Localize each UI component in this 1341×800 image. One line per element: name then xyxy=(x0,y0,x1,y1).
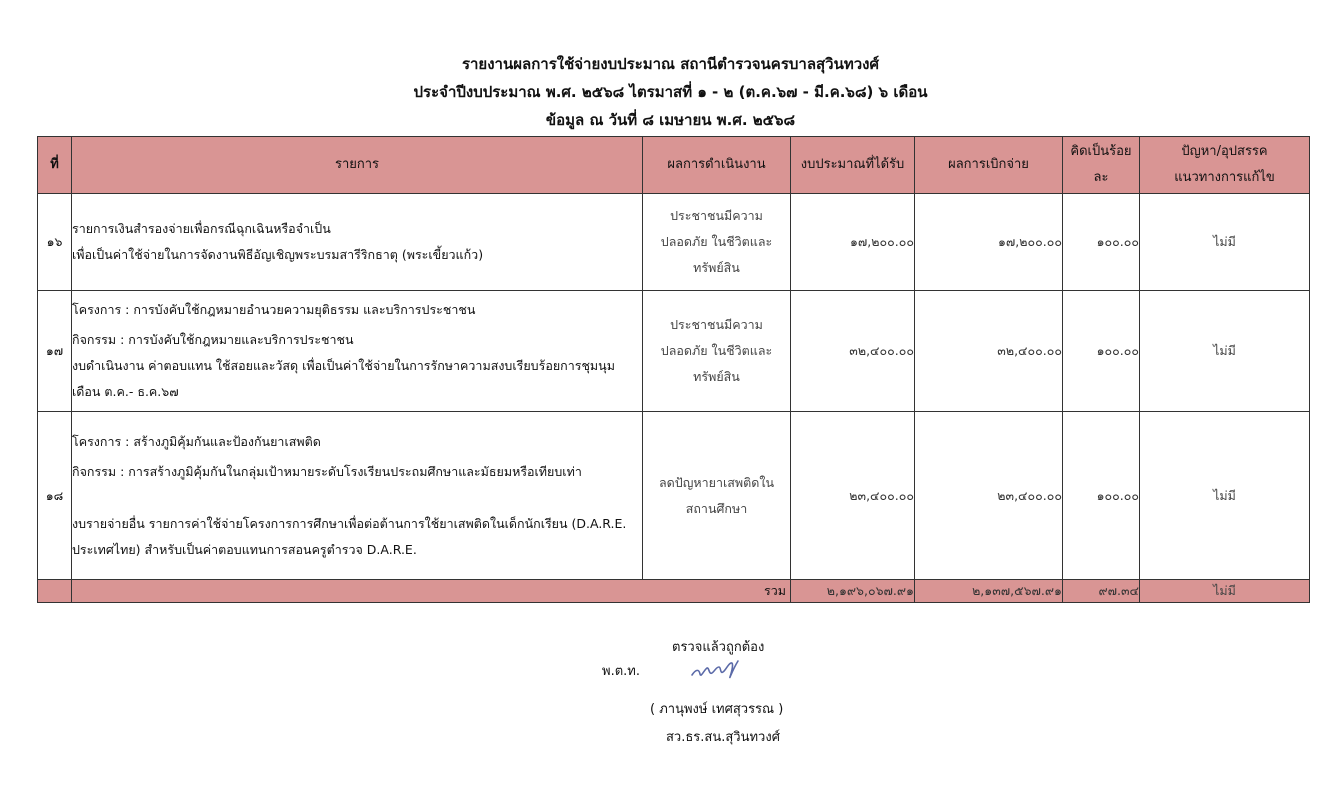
row-description xyxy=(72,194,643,291)
description-line: เพื่อเป็นค่าใช้จ่ายในการจัดงานพิธีอัญเชิญพระบรมสารีริกธาตุ (พระเขี้ยวแก้ว) xyxy=(72,247,484,262)
signer-name: ( ภานุพงษ์ เทศสุวรรณ ) xyxy=(650,702,784,717)
description-line: เดือน ต.ค.- ธ.ค.๖๗ xyxy=(72,384,179,399)
data-date-subtitle: ข้อมูล ณ วันที่ ๘ เมษายน พ.ศ. ๒๕๖๘ xyxy=(545,111,796,129)
description-line: รายการเงินสำรองจ่ายเพื่อกรณีฉุกเฉินหรือจำเป็น xyxy=(72,221,331,236)
row-budget: ๓๒,๔๐๐.๐๐ xyxy=(791,291,915,412)
description-line: งบดำเนินงาน ค่าตอบแทน ใช้สอยและวัสดุ เพื่อเป็นค่าใช้จ่ายในการรักษาความสงบเรียบร้อยการชุมนุม xyxy=(72,358,615,373)
report-title: รายงานผลการใช้จ่ายงบประมาณ สถานีตำรวจนครบาลสุวินทวงศ์ xyxy=(461,55,880,73)
row-description xyxy=(72,412,643,580)
row-description xyxy=(72,291,643,412)
row-result xyxy=(643,194,791,291)
total-budget: ๒,๑๙๖,๐๖๗.๙๑ xyxy=(791,580,915,603)
row-number: ๑๘ xyxy=(38,412,72,580)
fiscal-year-subtitle: ประจำปีงบประมาณ พ.ศ. ๒๕๖๘ ไตรมาสที่ ๑ - ๒ (ต.ค.๖๗ - มี.ค.๖๘) ๖ เดือน xyxy=(413,83,928,101)
column-header-problem-line1: ปัญหา/อุปสรรค xyxy=(1181,144,1268,159)
report-title-block xyxy=(0,50,1341,134)
row-percent: ๑๐๐.๐๐ xyxy=(1063,412,1140,580)
column-header-percent-line1: คิดเป็นร้อย xyxy=(1070,144,1132,159)
row-budget: ๒๓,๔๐๐.๐๐ xyxy=(791,412,915,580)
row-problem: ไม่มี xyxy=(1140,412,1310,580)
table-header-row xyxy=(38,137,1310,194)
row-disbursed: ๓๒,๔๐๐.๐๐ xyxy=(915,291,1063,412)
description-line: งบรายจ่ายอื่น รายการค่าใช้จ่ายโครงการการศึกษาเพื่อต่อต้านการใช้ยาเสพติดในเด็กนักเรียน (D.A.R.E. xyxy=(72,515,627,531)
row-result xyxy=(643,412,791,580)
result-line: ปลอดภัย ในชีวิตและ xyxy=(660,343,773,358)
budget-report-table xyxy=(37,136,1310,603)
handwritten-signature-icon xyxy=(690,655,742,683)
row-budget: ๑๗,๒๐๐.๐๐ xyxy=(791,194,915,291)
description-line: กิจกรรม : การสร้างภูมิคุ้มกันในกลุ่มเป้าหมายระดับโรงเรียนประถมศึกษาและมัธยมหรือเทียบเท่า xyxy=(72,463,582,479)
total-percent: ๙๗.๓๔ xyxy=(1063,580,1140,603)
column-header-problem xyxy=(1140,137,1310,194)
row-number: ๑๖ xyxy=(38,194,72,291)
table-row xyxy=(38,194,1310,291)
description-line: กิจกรรม : การบังคับใช้กฎหมายและบริการประชาชน xyxy=(72,332,354,347)
table-row xyxy=(38,412,1310,580)
description-line: ประเทศไทย) สำหรับเป็นค่าตอบแทนการสอนครูตำรวจ D.A.R.E. xyxy=(72,541,417,557)
certified-text: ตรวจแล้วถูกต้อง xyxy=(672,640,765,655)
description-line: โครงการ : การบังคับใช้กฎหมายอำนวยความยุติธรรม และบริการประชาชน xyxy=(72,302,476,317)
row-problem: ไม่มี xyxy=(1140,194,1310,291)
column-header-item: รายการ xyxy=(72,137,643,194)
row-disbursed: ๒๓,๔๐๐.๐๐ xyxy=(915,412,1063,580)
total-empty-cell xyxy=(38,580,72,603)
column-header-budget: งบประมาณที่ได้รับ xyxy=(791,137,915,194)
row-percent: ๑๐๐.๐๐ xyxy=(1063,291,1140,412)
total-problem: ไม่มี xyxy=(1140,580,1310,603)
row-problem: ไม่มี xyxy=(1140,291,1310,412)
column-header-result: ผลการดำเนินงาน xyxy=(643,137,791,194)
signer-position: สว.ธร.สน.สุวินทวงศ์ xyxy=(666,730,780,745)
row-number: ๑๗ xyxy=(38,291,72,412)
column-header-percent-line2: ละ xyxy=(1093,170,1109,185)
column-header-disbursed: ผลการเบิกจ่าย xyxy=(915,137,1063,194)
result-line: ประชาชนมีความ xyxy=(670,317,763,332)
result-line: ประชาชนมีความ xyxy=(670,208,763,223)
total-row xyxy=(38,580,1310,603)
result-line: สถานศึกษา xyxy=(685,500,748,516)
result-line: ทรัพย์สิน xyxy=(693,260,740,275)
column-header-no: ที่ xyxy=(38,137,72,194)
signer-rank: พ.ต.ท. xyxy=(602,664,640,679)
description-spacer xyxy=(72,485,642,511)
table-row xyxy=(38,291,1310,412)
column-header-problem-line2: แนวทางการแก้ไข xyxy=(1174,170,1275,185)
total-disbursed: ๒,๑๓๗,๕๖๗.๙๑ xyxy=(915,580,1063,603)
description-line: โครงการ : สร้างภูมิคุ้มกันและป้องกันยาเสพติด xyxy=(72,433,321,449)
column-header-percent xyxy=(1063,137,1140,194)
result-line: ปลอดภัย ในชีวิตและ xyxy=(660,234,773,249)
total-label: รวม xyxy=(72,580,791,603)
row-percent: ๑๐๐.๐๐ xyxy=(1063,194,1140,291)
result-line: ทรัพย์สิน xyxy=(693,369,740,384)
result-line: ลดปัญหายาเสพติดใน xyxy=(659,474,774,490)
row-disbursed: ๑๗,๒๐๐.๐๐ xyxy=(915,194,1063,291)
row-result xyxy=(643,291,791,412)
